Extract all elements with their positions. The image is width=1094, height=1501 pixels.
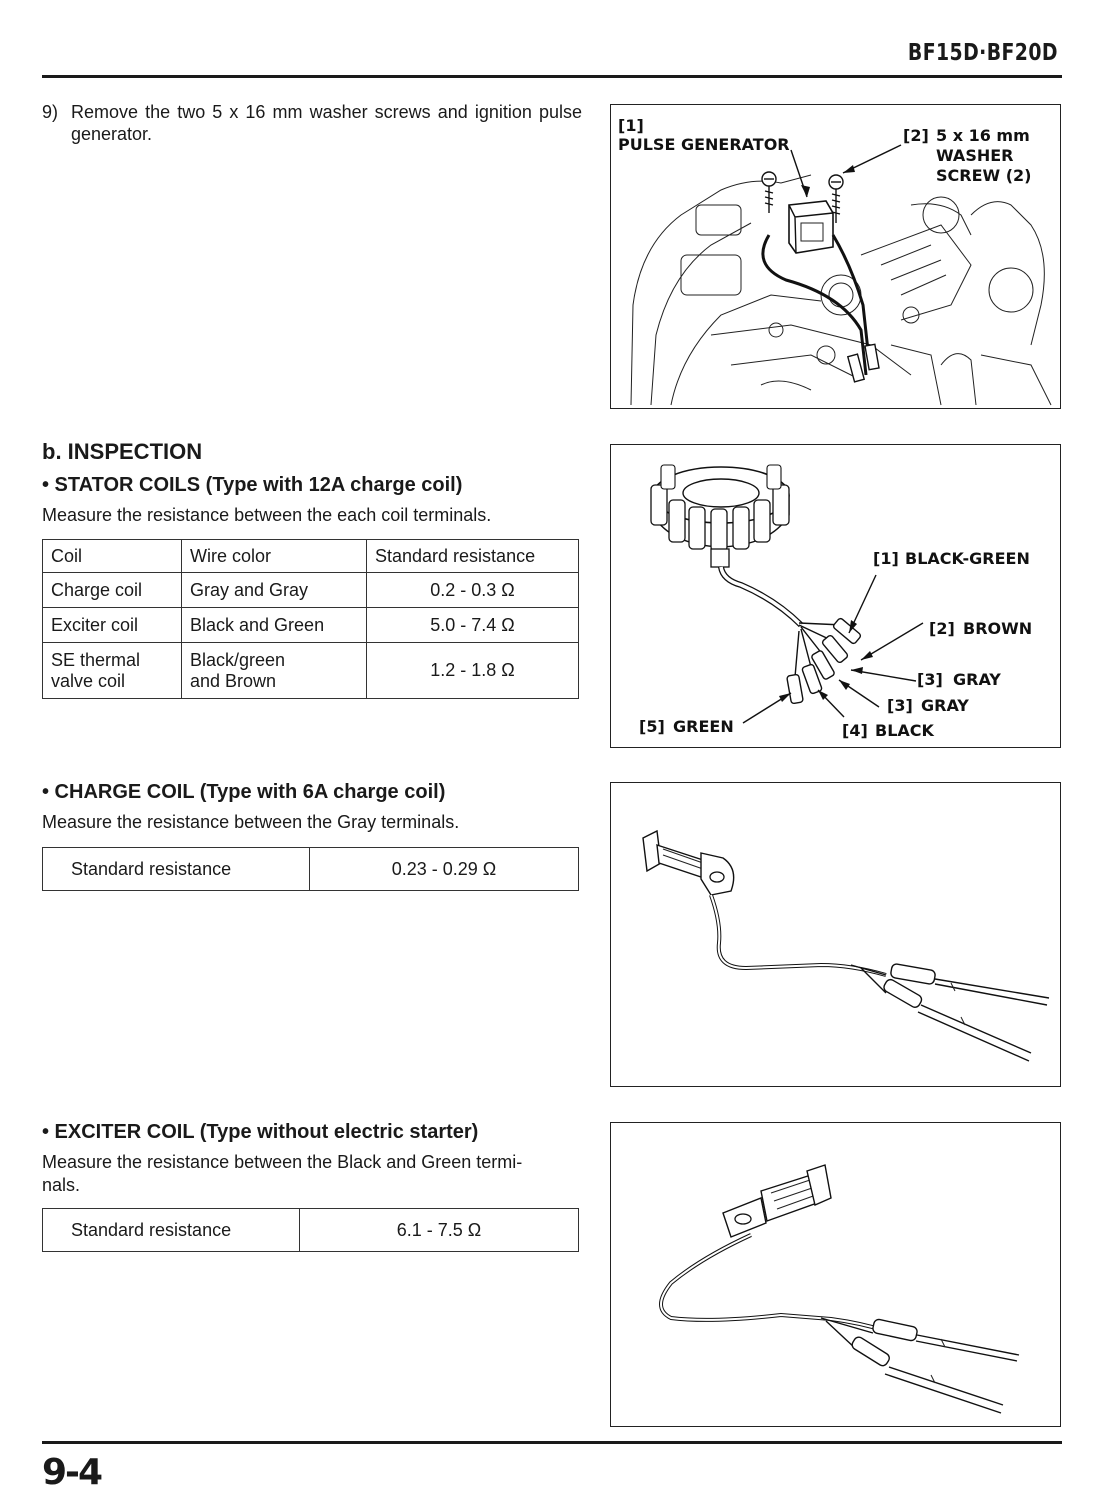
fig1-label2-line2: WASHER — [936, 146, 1014, 165]
fig2-label-3b-text: GRAY — [921, 696, 969, 715]
figure-exciter-coil — [610, 1122, 1061, 1427]
fig1-label1-text: PULSE GENERATOR — [618, 135, 790, 154]
cell-label: Standard resistance — [43, 848, 310, 891]
exciter-coil-instruction — [42, 1151, 582, 1197]
fig1-label2-num: [2] — [903, 126, 929, 145]
cell-wire-line1: Black/green — [190, 649, 286, 670]
cell-value: 0.23 - 0.29 Ω — [310, 848, 579, 891]
exciter-coil-illustration — [611, 1123, 1060, 1426]
col-standard-resistance: Standard resistance — [367, 540, 579, 573]
step-number: 9) — [42, 102, 59, 122]
fig2-label-4-text: BLACK — [875, 721, 934, 740]
fig1-label2-line3: SCREW (2) — [936, 166, 1032, 185]
stator-icon — [651, 465, 789, 567]
charge-coil-table — [42, 847, 579, 891]
cell-coil-line2: valve coil — [51, 670, 126, 691]
cell-coil: Exciter coil — [43, 608, 182, 643]
fig2-label-5-text: GREEN — [673, 717, 734, 736]
table-row — [43, 1209, 579, 1252]
cell-resistance: 5.0 - 7.4 Ω — [367, 608, 579, 643]
exciter-coil-table — [42, 1208, 579, 1252]
exciter-coil-heading: • EXCITER COIL (Type without electric starter) — [42, 1121, 479, 1143]
charge-coil-icon — [643, 831, 734, 895]
cell-wire-line2: and Brown — [190, 670, 277, 691]
exciter-instruction-line2: nals. — [42, 1175, 81, 1195]
model-header: BF15D·BF20D — [908, 40, 1058, 66]
fig2-label-5-num: [5] — [639, 717, 665, 736]
cell-resistance: 0.2 - 0.3 Ω — [367, 573, 579, 608]
stator-heading: • STATOR COILS (Type with 12A charge coil) — [42, 474, 463, 496]
cell-resistance: 1.2 - 1.8 Ω — [367, 643, 579, 699]
cell-coil-line1: SE thermal — [51, 649, 141, 670]
charge-coil-illustration — [611, 783, 1060, 1086]
pulse-generator-illustration — [611, 105, 1060, 408]
fig2-label-2-num: [2] — [929, 619, 955, 638]
exciter-coil-icon — [723, 1165, 831, 1237]
fig2-label-4-num: [4] — [842, 721, 868, 740]
col-wire-color: Wire color — [182, 540, 367, 573]
screw-left-icon — [762, 172, 776, 213]
fig1-label2-line1: 5 x 16 mm — [936, 126, 1030, 145]
figure-charge-coil — [610, 782, 1061, 1087]
exciter-instruction-line1: Measure the resistance between the Black and Green termi- — [42, 1152, 523, 1172]
stator-resistance-table — [42, 539, 579, 699]
table-header-row — [43, 540, 579, 573]
table-row — [43, 848, 579, 891]
table-row — [43, 608, 579, 643]
col-coil: Coil — [43, 540, 182, 573]
figure-stator-coils — [610, 444, 1061, 748]
cell-value: 6.1 - 7.5 Ω — [300, 1209, 579, 1252]
stator-instruction: Measure the resistance between the each coil terminals. — [42, 505, 492, 525]
header-rule — [42, 75, 1062, 78]
figure-pulse-generator — [610, 104, 1061, 409]
step-9 — [42, 101, 582, 145]
charge-coil-heading: • CHARGE COIL (Type with 6A charge coil) — [42, 781, 446, 803]
cell-coil: Charge coil — [43, 573, 182, 608]
charge-coil-instruction: Measure the resistance between the Gray terminals. — [42, 812, 460, 832]
cell-wire — [182, 643, 367, 699]
cell-wire: Gray and Gray — [182, 573, 367, 608]
footer-rule — [42, 1441, 1062, 1444]
fig2-label-1-text: BLACK-GREEN — [905, 549, 1030, 568]
fig1-label1-num: [1] — [618, 116, 644, 135]
inspection-heading: b. INSPECTION — [42, 439, 203, 464]
fig2-label-3a-num: [3] — [917, 670, 943, 689]
page-number: 9-4 — [42, 1452, 102, 1493]
stator-illustration — [611, 445, 1060, 747]
table-row — [43, 643, 579, 699]
cell-wire: Black and Green — [182, 608, 367, 643]
step-text: Remove the two 5 x 16 mm washer screws and ignition pulse generator. — [71, 102, 582, 144]
fig2-label-3b-num: [3] — [887, 696, 913, 715]
fig2-label-3a-text: GRAY — [953, 670, 1001, 689]
cell-label: Standard resistance — [43, 1209, 300, 1252]
fig2-label-1-num: [1] — [873, 549, 899, 568]
cell-coil — [43, 643, 182, 699]
fig2-label-2-text: BROWN — [963, 619, 1033, 638]
table-row — [43, 573, 579, 608]
